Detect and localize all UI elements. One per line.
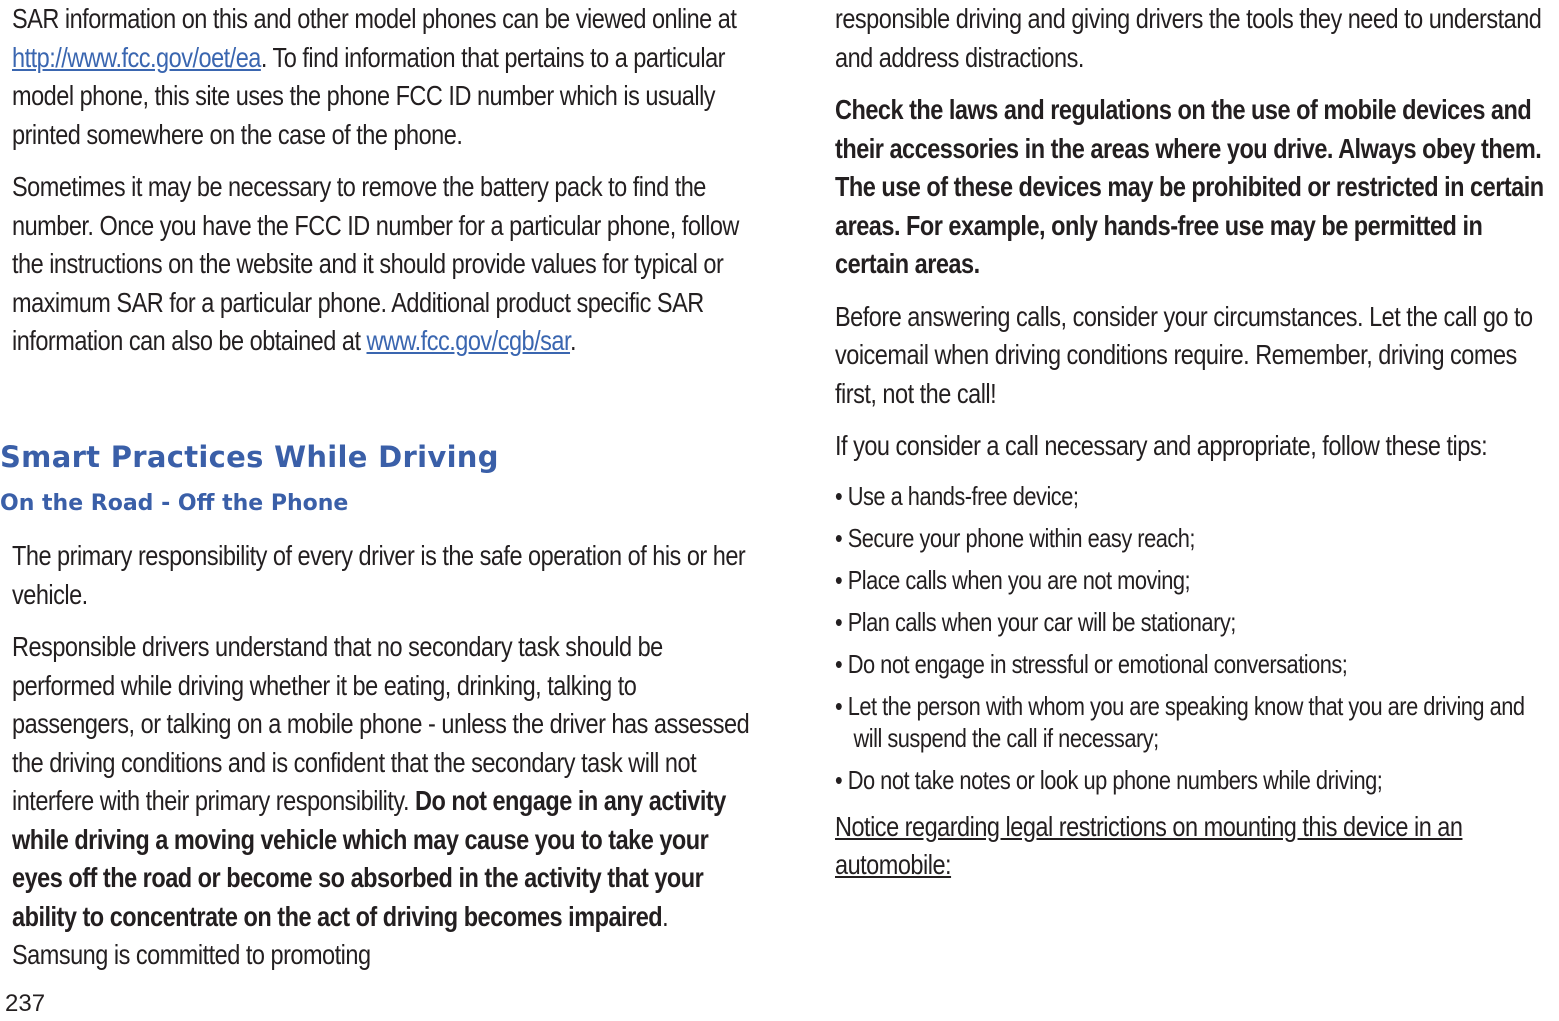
list-item: • Let the person with whom you are speaking know that you are driving and will suspend the call if necessary;: [835, 690, 1525, 753]
tips-list: [835, 480, 1557, 796]
list-item: • Secure your phone within easy reach;: [835, 522, 1195, 553]
battery-text: Sometimes it may be necessary to remove the battery pack to find the number. Once you have the FCC ID number for a particular phone, follow the instructions on the website and it should provide values for typical or maximum SAR for a particular phone. Additional product specific SAR information can also be obtained at: [12, 171, 739, 356]
left-column-upper: [12, 0, 751, 375]
battery-text-end: .: [570, 325, 577, 356]
responsible-drivers-paragraph: [12, 628, 751, 975]
right-column: [835, 0, 1557, 885]
list-item: • Do not engage in stressful or emotional conversations;: [835, 648, 1348, 679]
list-item: • Plan calls when your car will be stationary;: [835, 606, 1236, 637]
before-answering-paragraph: Before answering calls, consider your circumstances. Let the call go to voicemail when driving conditions require. Remember, driving comes first, not the call!: [835, 300, 1533, 409]
sar-info-text-cont: . To find information that pertains to a particular model phone, this site uses the phone FCC ID number which is usually printed somewhere on the case of the phone.: [12, 41, 726, 150]
list-item: • Place calls when you are not moving;: [835, 564, 1191, 595]
continued-paragraph: responsible driving and giving drivers the tools they need to understand and address distractions.: [835, 3, 1542, 73]
check-laws-paragraph: Check the laws and regulations on the use of mobile devices and their accessories in the areas where you drive. Always obey them. The use of these devices may be prohibited or restricted in certain areas. For example, only hands-free use may be permitted in certain areas.: [835, 94, 1544, 279]
list-item: • Use a hands-free device;: [835, 480, 1079, 511]
fcc-oet-link[interactable]: http://www.fcc.gov/oet/ea: [12, 41, 261, 73]
fcc-cgb-link[interactable]: www.fcc.gov/cgb/sar: [366, 325, 571, 356]
sar-info-paragraph: [12, 0, 751, 154]
do-not-engage-bold: Do not engage in any activity while driving a moving vehicle which may cause you to take your eyes off the road or become so absorbed in the activity that your ability to concentrate on the act of driving becomes impaired: [12, 785, 726, 932]
samsung-committed-text: . Samsung is committed to promoting: [12, 900, 669, 970]
subsection-title: On the Road - Off the Phone: [0, 491, 349, 516]
left-column-lower: [12, 537, 751, 989]
sar-info-text: SAR information on this and other model phones can be viewed online at: [12, 3, 737, 34]
battery-paragraph: [12, 168, 751, 361]
notice-heading: Notice regarding legal restrictions on mounting this device in an automobile:: [835, 810, 1463, 880]
primary-responsibility-paragraph: The primary responsibility of every driver is the safe operation of his or her vehicle.: [12, 540, 746, 610]
if-you-consider-paragraph: If you consider a call necessary and appropriate, follow these tips:: [835, 430, 1488, 461]
section-title: Smart Practices While Driving: [0, 440, 499, 474]
page-number: 237: [5, 990, 46, 1017]
responsible-drivers-text: Responsible drivers understand that no secondary task should be performed while driving whether it be eating, drinking, talking to passengers, or talking on a mobile phone - unless the driver has assessed the driving conditions and is confident that the secondary task will not interfere with their primary responsibility.: [12, 631, 750, 816]
list-item: • Do not take notes or look up phone numbers while driving;: [835, 764, 1383, 795]
